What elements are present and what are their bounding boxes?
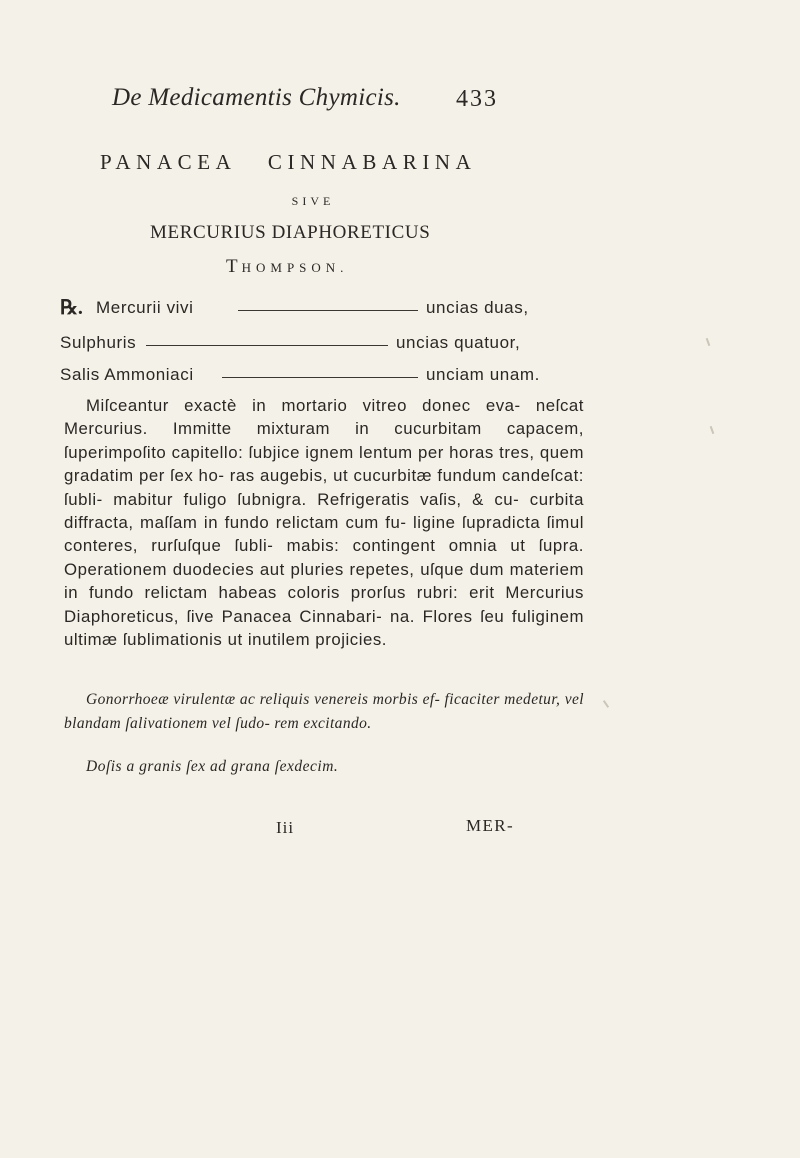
- catchword: MER-: [466, 816, 515, 835]
- dosage-line: Doſis a granis ſex ad grana ſexdecim.: [86, 758, 339, 775]
- recipe-row: [60, 365, 580, 395]
- ingredient-quantity: uncias duas,: [426, 298, 529, 317]
- ingredient-name: Sulphuris: [60, 333, 137, 352]
- author-attribution: [226, 256, 348, 278]
- leader-line: [146, 345, 388, 346]
- ingredient-name: Salis Ammoniaci: [60, 365, 194, 384]
- author-initial: T: [226, 256, 242, 277]
- indication-paragraph: Gonorrhoeæ virulentæ ac reliquis venereis morbis ef- ficaciter medetur, vel blandam ſalivationem vel ſudo- rem excitando.: [64, 691, 584, 732]
- running-head: [112, 84, 592, 112]
- recipe-subtitle: MERCURIUS DIAPHORETICUS: [150, 222, 431, 243]
- preparation-paragraph: Miſceantur exactè in mortario vitreo donec eva- neſcat Mercurius. Immitte mixturam in cucurbitam capacem, ſuperimpoſito capitello: ſubjice ignem lentum per horas tres, quem gradatim per ſex ho- ras augebis, ut cucurbitæ fundum candeſcat: ſubli- mabitur fuligo ſubnigra. Refrigeratis vaſis, & cu- curbita diffracta, maſſam in fundo relictam cum fu- ligine ſupradicta ſimul conteres, rurſuſque ſubli- mabis: contingent omnia ut ſupra. Operationem duodecies aut pluries repetes, uſque dum materiem in fundo relictam habeas coloris prorſus rubri: erit Mercurius Diaphoreticus, ſive Panacea Cinnabari- na. Flores ſeu fuliginem ultimæ ſublimationis ut inutilem projicies.: [64, 396, 584, 650]
- paper-speck: [603, 700, 609, 708]
- ingredient-quantity: unciam unam.: [426, 365, 540, 384]
- running-head-title: De Medicamentis Chymicis.: [112, 84, 401, 111]
- page-number: 433: [456, 86, 498, 112]
- recipe-title: PANACEA CINNABARINA: [100, 150, 477, 174]
- paper-speck: [710, 426, 715, 434]
- recipe-row: [60, 298, 580, 328]
- signature-mark: Iii: [276, 818, 295, 837]
- ingredient-name: Mercurii vivi: [96, 298, 194, 317]
- paper-speck: [706, 338, 711, 346]
- recipe-row: [60, 333, 580, 363]
- leader-line: [238, 310, 418, 311]
- title-connector: SIVE: [291, 194, 335, 208]
- ingredient-quantity: uncias quatuor,: [396, 333, 521, 352]
- recipe-symbol: ℞.: [60, 297, 83, 319]
- author-rest: HOMPSON.: [241, 260, 349, 275]
- leader-line: [222, 377, 418, 378]
